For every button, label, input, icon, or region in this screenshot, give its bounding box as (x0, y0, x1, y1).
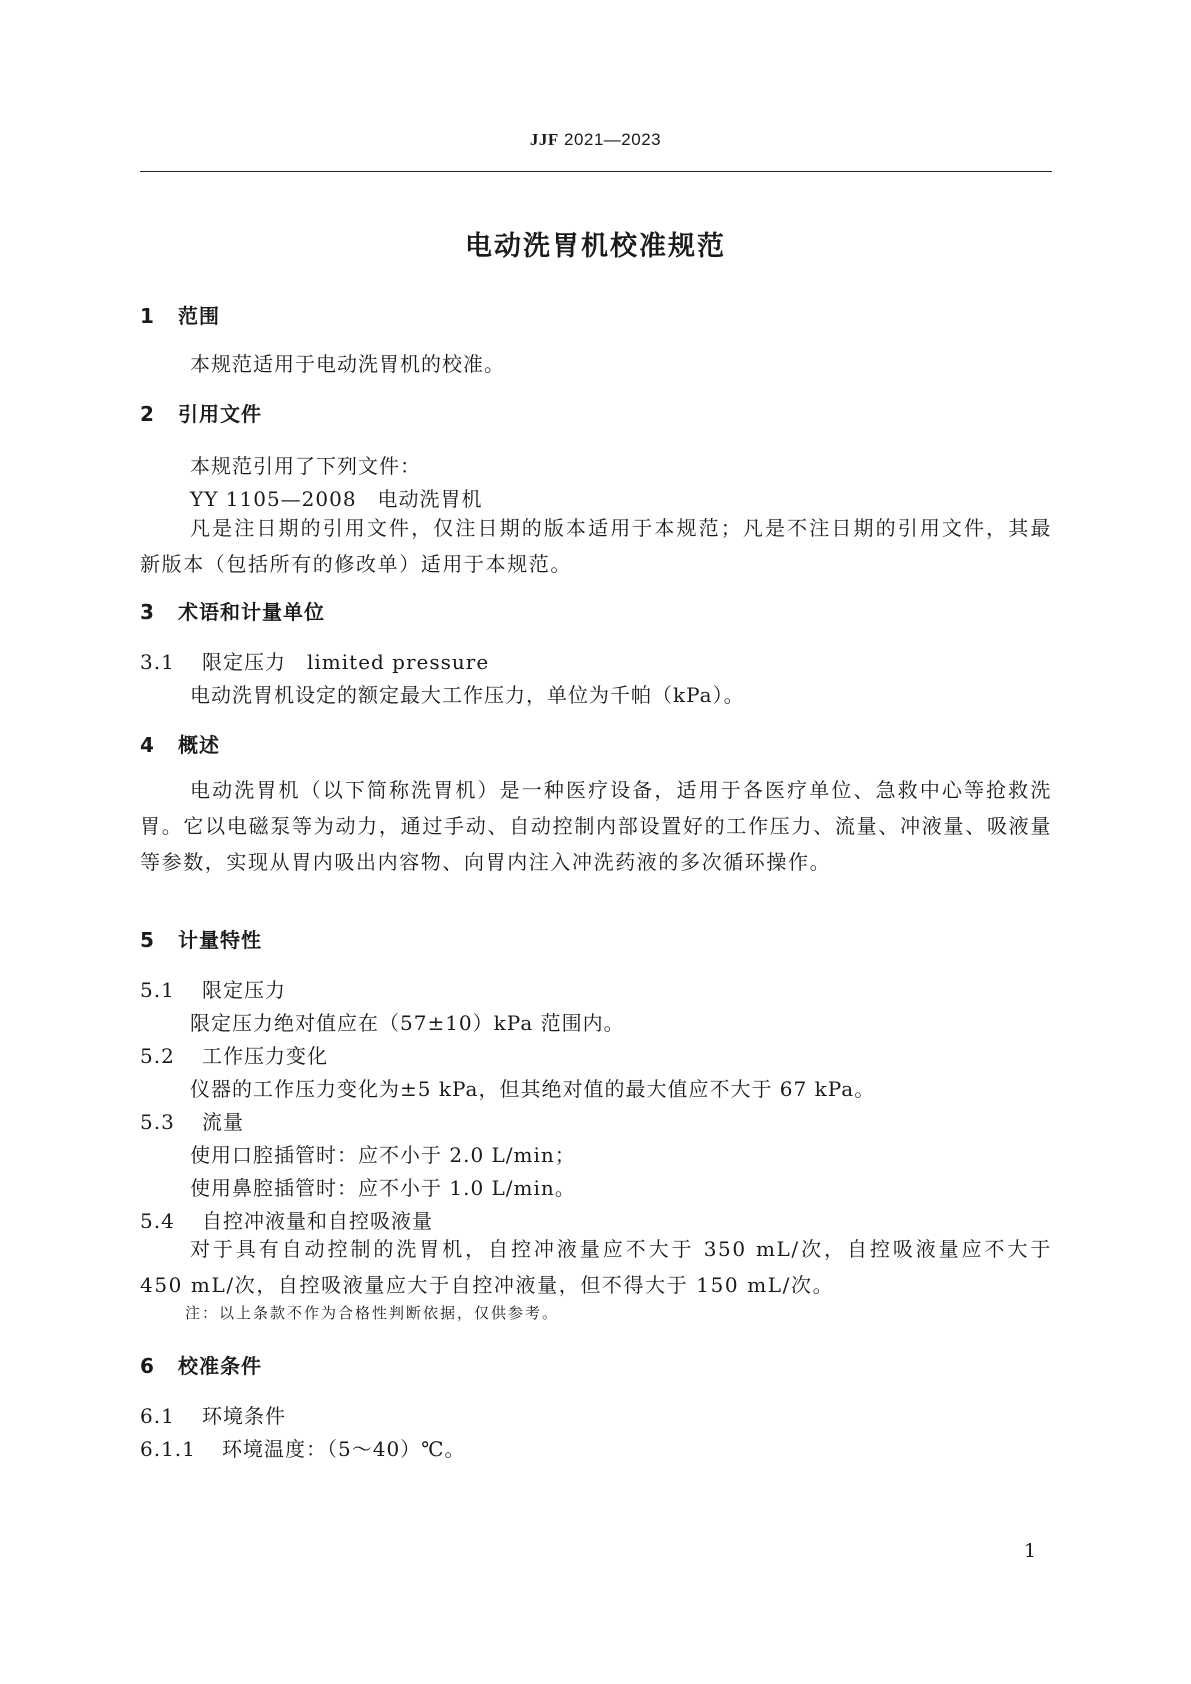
clause-5-3-line-2: 使用鼻腔插管时：应不小于 1.0 L/min。 (190, 1176, 576, 1200)
section-4-heading (140, 729, 1052, 758)
clause-5-3-line-1: 使用口腔插管时：应不小于 2.0 L/min； (190, 1143, 576, 1167)
clause-number: 5.2 (140, 1044, 175, 1068)
clause-title: 环境条件 (202, 1404, 286, 1428)
note: 注：以上条款不作为合格性判断依据，仅供参考。 (185, 1304, 560, 1322)
section-number: 2 (140, 402, 155, 426)
clause-5-4-heading (140, 1205, 1052, 1234)
section-number: 5 (140, 928, 155, 952)
section-title: 校准条件 (178, 1354, 262, 1378)
clause-number: 6.1.1 (140, 1437, 196, 1461)
clause-5-2-heading (140, 1040, 1052, 1069)
section-number: 3 (140, 600, 155, 624)
header-divider (140, 171, 1052, 172)
clause-5-1-body: 限定压力绝对值应在（57±10）kPa 范围内。 (190, 1011, 625, 1035)
clause-title: 环境温度：（5～40）℃。 (222, 1437, 466, 1461)
clause-6-1-1 (140, 1433, 1052, 1462)
page-number: 1 (1024, 1540, 1037, 1562)
clause-title: 限定压力 (202, 978, 286, 1002)
section-number: 1 (140, 304, 155, 328)
clause-6-1-heading (140, 1400, 1052, 1429)
section-number: 6 (140, 1354, 155, 1378)
section-title: 概述 (178, 733, 220, 757)
clause-title: 流量 (202, 1110, 244, 1134)
section-2-reference: YY 1105—2008 电动洗胃机 (190, 487, 483, 511)
clause-title: 限定压力 limited pressure (202, 650, 490, 674)
clause-number: 5.4 (140, 1209, 175, 1233)
clause-number: 5.1 (140, 978, 175, 1002)
section-2-intro: 本规范引用了下列文件： (190, 454, 421, 478)
clause-title: 工作压力变化 (202, 1044, 328, 1068)
section-title: 计量特性 (178, 928, 262, 952)
section-2-heading (140, 398, 1052, 427)
clause-5-3-heading (140, 1106, 1052, 1135)
document-code (0, 130, 1191, 150)
section-1-heading (140, 300, 1052, 329)
section-title: 引用文件 (178, 402, 262, 426)
clause-number: 3.1 (140, 650, 175, 674)
section-1-body: 本规范适用于电动洗胃机的校准。 (190, 352, 505, 376)
code-prefix: JJF (529, 130, 559, 149)
clause-5-4-paragraph: 对于具有自动控制的洗胃机，自控冲液量应不大于 350 mL/次，自控吸液量应不大于 450 mL/次，自控吸液量应大于自控冲液量，但不得大于 150 mL/次。 (140, 1237, 1052, 1297)
document-title: 电动洗胃机校准规范 (465, 231, 726, 262)
clause-5-1-heading (140, 974, 1052, 1003)
section-6-heading (140, 1350, 1052, 1379)
section-4-paragraph: 电动洗胃机（以下简称洗胃机）是一种医疗设备，适用于各医疗单位、急救中心等抢救洗胃。它以电磁泵等为动力，通过手动、自动控制内部设置好的工作压力、流量、冲液量、吸液量等参数，实现从胃内吸出内容物、向胃内注入冲洗药液的多次循环操作。 (140, 778, 1052, 874)
clause-5-2-body: 仪器的工作压力变化为±5 kPa，但其绝对值的最大值应不大于 67 kPa。 (190, 1077, 876, 1101)
clause-3-1-body: 电动洗胃机设定的额定最大工作压力，单位为千帕（kPa）。 (190, 683, 745, 707)
code-number: 2021—2023 (563, 130, 662, 149)
clause-number: 6.1 (140, 1404, 175, 1428)
section-2-paragraph: 凡是注日期的引用文件，仅注日期的版本适用于本规范；凡是不注日期的引用文件，其最新版本（包括所有的修改单）适用于本规范。 (140, 516, 1052, 576)
section-number: 4 (140, 733, 155, 757)
section-title: 范围 (178, 304, 220, 328)
clause-3-1-heading (140, 646, 1052, 675)
clause-number: 5.3 (140, 1110, 175, 1134)
section-5-heading (140, 924, 1052, 953)
clause-title: 自控冲液量和自控吸液量 (202, 1209, 433, 1233)
section-3-heading (140, 596, 1052, 625)
section-title: 术语和计量单位 (178, 600, 325, 624)
